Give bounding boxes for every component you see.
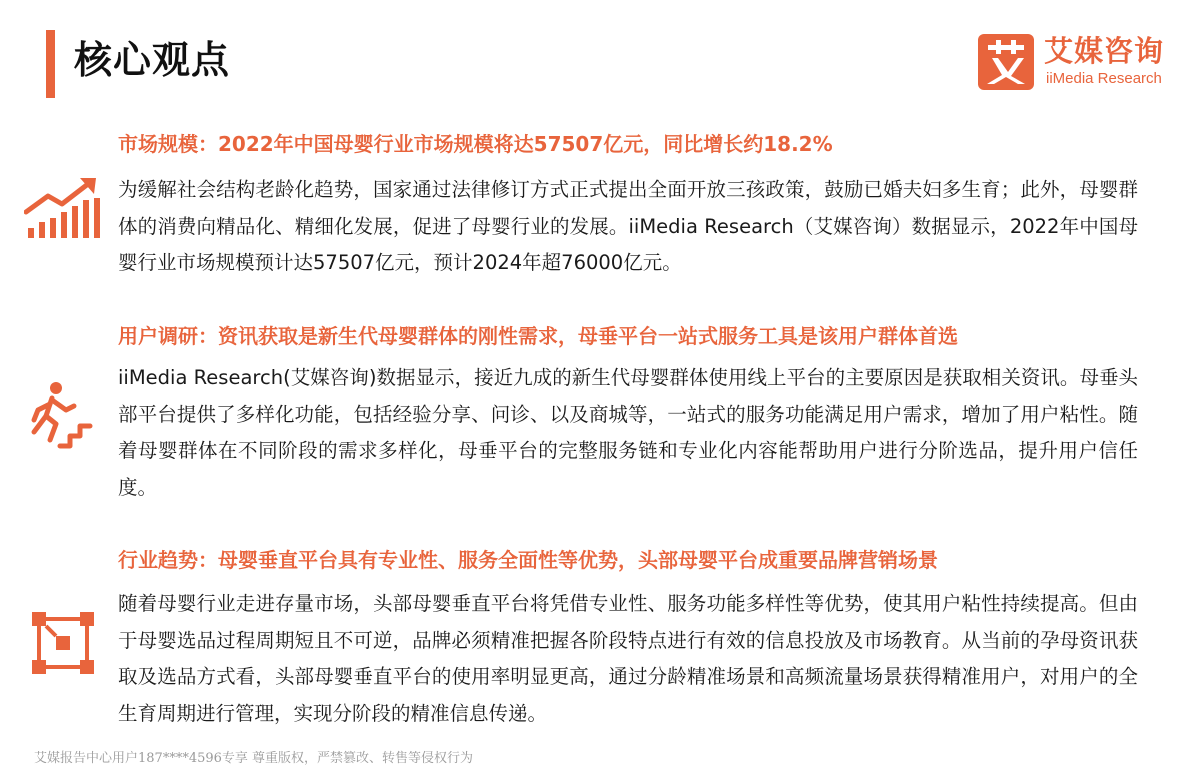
section-market-size [0,130,1190,300]
logo-cn-name: 艾媒咨询 [1044,34,1165,68]
section-user-research [0,322,1190,522]
climbing-stairs-icon [28,380,94,456]
section-body: 为缓解社会结构老龄化趋势，国家通过法律修订方式正式提出全面开放三孩政策，鼓励已婚夫妇多生育；此外，母婴群体的消费向精品化、精细化发展，促进了母婴行业的发展。iiMedia Research（艾媒咨询）数据显示，2022年中国母婴行业市场规模预计达57507亿元，预计2024年超76000亿元。 [118,178,1138,274]
section-heading: 市场规模：2022年中国母婴行业市场规模将达57507亿元，同比增长约18.2% [118,132,833,156]
logo-mark [978,34,1034,90]
section-industry-trend [0,546,1190,746]
logo-en-name: iiMedia Research [1046,70,1162,87]
section-heading: 用户调研：资讯获取是新生代母婴群体的刚性需求，母垂平台一站式服务工具是该用户群体首选 [118,324,958,348]
growth-chart-icon [24,176,102,246]
section-body: iiMedia Research(艾媒咨询)数据显示，接近九成的新生代母婴群体使用线上平台的主要原因是获取相关资讯。母垂头部平台提供了多样化功能，包括经验分享、问诊、以及商城等，一站式的服务功能满足用户需求，增加了用户粘性。随着母婴群体在不同阶段的需求多样化，母垂平台的完整服务链和专业化内容能帮助用户进行分阶选品，提升用户信任度。 [118,366,1138,499]
network-nodes-icon [30,610,96,680]
title-accent-bar [46,30,55,98]
page-title: 核心观点 [74,38,231,82]
section-heading: 行业趋势：母婴垂直平台具有专业性、服务全面性等优势，头部母婴平台成重要品牌营销场景 [118,548,938,572]
section-body: 随着母婴行业走进存量市场，头部母婴垂直平台将凭借专业性、服务功能多样性等优势，使其用户粘性持续提高。但由于母婴选品过程周期短且不可逆，品牌必须精准把握各阶段特点进行有效的信息投放及市场教育。从当前的孕母资讯获取及选品方式看，头部母婴垂直平台的使用率明显更高，通过分龄精准场景和高频流量场景获得精准用户，对用户的全生育周期进行管理，实现分阶段的精准信息传递。 [118,592,1138,725]
brand-logo [978,32,1178,92]
logo-mark-glyph [978,34,1034,90]
copyright-footer: 艾媒报告中心用户187****4596专享 尊重版权，严禁篡改、转售等侵权行为 [34,751,474,766]
